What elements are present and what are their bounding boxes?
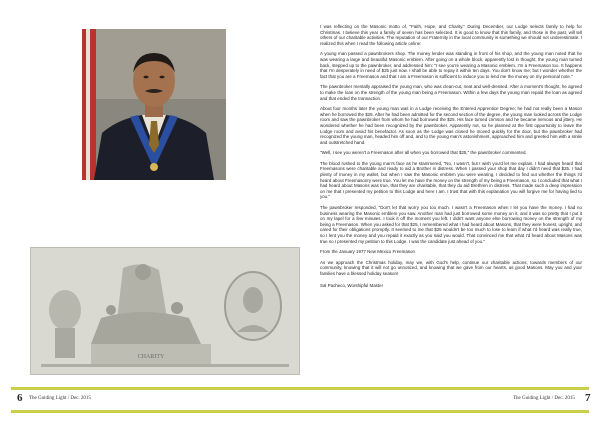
article-paragraph: A young man passed a pawnbrokers shop. The money lender was standing in front of his shop, and the young man noted that he was wearing a large and beautiful Masonic emblem. After going on a whole block, apparently lost in thought, the young man turned back, stepped up to the pawnbroker, and addressed him: "I see you're wearing a Masonic emblem. I'm a Freemason too. It happens that I'm desperately in need of $25 just now. I shall be able to repay it within ten days. You don't know me; but I wonder whether the fact that you are a Freemason and that I am a Freemason is sufficient to induce you to lend me the money on my personal note." [320,51,582,79]
article-paragraph: The pawnbroker mentally appraised the young man, who was clean-cut, neat and well-dressed. After a moment's thought, he agreed to make the loan on the strength of the young man being a Freemason. Within a few days the young man repaid the loan as agreed and that ended the transaction. [320,84,582,101]
article-source: From the January 1977 New Mexico Freemason [320,249,415,255]
portrait-illustration [82,29,226,180]
portrait-photo [82,29,226,180]
left-page-number: 6 [17,392,23,404]
article-paragraph: The pawnbroker responded, "Don't let that worry you too much. I wasn't a Freemason when I let you have the money. I had no business wearing the Masonic emblem you saw. Another man had just borrowed some money on it, and it was so pretty that I put it on my lapel for a few minutes. I took it off the moment you left. I didn't want anyone else borrowing money on the strength of my being a Freemason. When you asked for that $25, I remembered what I had heard about Masons, that they were honest, upright, and cared for their obligations promptly. It seemed to me that $25 wouldn't be too much to lose to learn if what I'd heard was really true, so I lent you the money and you repaid it exactly as you said you would. That convinced me that what I'd heard about Masons was true so I presented my petition to this Lodge. I was the candidate just ahead of you." [320,205,582,244]
article-signature: Sal Pacheco, Worshipful Master [320,282,384,288]
left-publication-label: The Guiding Light / Dec. 2015 [29,396,91,401]
footer-bottom-rule [11,410,589,413]
article-paragraph: I was reflecting on the Masonic motto of, "Faith, Hope, and Charity." During December, our Lodge selects family to help for Christmas. I believe this year a family of seven has been selected. It is good to know that this family, and those in the past, will tell others of our charitable activities. The reputation of our Fraternity in the local community is something we should not underestimate. I realized this when I read the following article online: [320,24,582,46]
article-paragraph: "Well, I see you weren't a Freemason after all when you borrowed that $25," the pawnbroker commented. [320,150,527,156]
charity-engraving [30,247,300,375]
right-publication-label: The Guiding Light / Dec. 2015 [513,396,575,401]
article-body [320,24,582,293]
footer-top-rule [11,387,589,390]
article-paragraph: The blood rushed to the young man's face as he stammered, "No, I wasn't, but I wish you'd let me explain. I had always heard that Freemasons were charitable and ready to aid a Brother in distress. When I passed your shop that day I didn't need that $25. I had plenty of money in my wallet, but when I saw the Masonic emblem you were wearing, I decided to find out whether the things I'd heard about Freemasonry were true. You let me have the money on the strength of my being a Freemason, so I concluded that what I had heard about Masons was true, that they are charitable, that they do aid Brethren in distress. That made such a deep impression on me that I presented my petition to this Lodge and here I am. I trust that with this explanation you will forgive me for having lied to you." [320,160,582,200]
article-paragraph: About four months later the young man was in a Lodge receiving the Entered Apprentice Degree; he had not really been a Mason when he borrowed the $25. After he had been admitted for the second section of the degree, the young man looked across the Lodge room and saw the pawnbroker from whom he had borrowed the $25. His face turned crimson and he became nervous and jittery. He wondered whether he had been recognized by the pawnbroker. Apparently not, so he planned at the first opportunity to leave the Lodge room and avoid his benefactor. As soon as the Lodge was closed he moved quickly for the door, but the pawnbroker had recognized the young man, headed him off and, and to the young man's astonishment, approached him and greeted him with a smile and outstretched hand. [320,106,582,145]
right-page-number: 7 [585,392,591,404]
article-paragraph: As we approach the Christmas holiday, may we, with God's help, continue our charitable actions, towards members of our community, knowing that it will not go unnoticed, and knowing that we gave from our hearts, as good Masons. May you and your families have a blessed holiday season! [320,259,582,276]
engraving-caption: CHARITY [137,354,165,360]
engraving-illustration [31,248,299,374]
